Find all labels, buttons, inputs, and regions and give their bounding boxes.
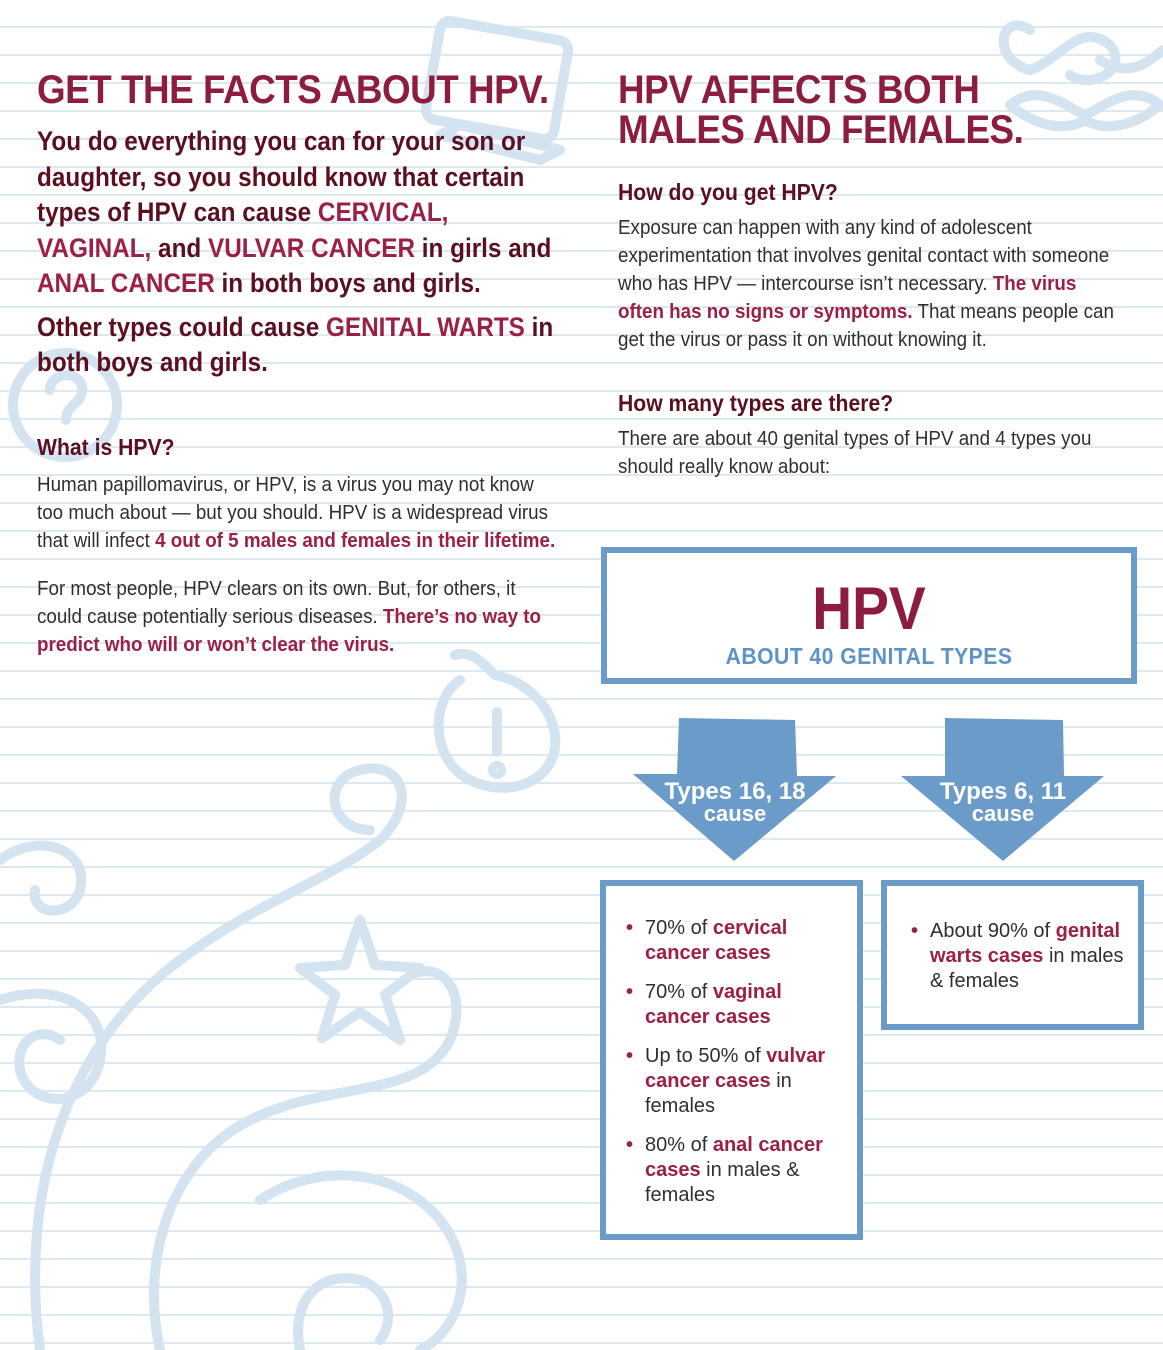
arrow-left-title: Types 16, 18 (664, 778, 806, 805)
lead-text: You do everything you can for your son or daughter, so you should know that certain types of HPV can cause (37, 126, 526, 227)
right-heading-line-2: MALES AND FEMALES. (618, 108, 1024, 152)
body-text: That means people can get the virus or pass it on without knowing it. (618, 301, 1114, 351)
body-text: For most people, HPV clears on its own. But, for others, it could cause potentially serious diseases. (37, 577, 516, 628)
hpv-types-box (601, 547, 1137, 684)
item-highlight: genital warts cases (930, 920, 1121, 967)
lead-highlight: GENITAL WARTS (325, 311, 525, 342)
list-item (626, 916, 843, 966)
arrow-right-title: Types 6, 11 (939, 778, 1067, 805)
list-item (626, 1044, 843, 1119)
bullet-icon: • (626, 981, 634, 1003)
types-16-18-list (626, 916, 843, 1208)
item-text: Up to 50% of (645, 1045, 767, 1067)
list-item (626, 980, 843, 1030)
lead-paragraph-2 (37, 310, 568, 381)
lead-highlight: VULVAR CANCER (208, 232, 416, 263)
left-heading: GET THE FACTS ABOUT HPV. (37, 68, 549, 112)
arrow-right-sub: cause (971, 801, 1035, 826)
arrow-left-sub: cause (703, 801, 767, 826)
body-highlight: There’s no way to predict who will or won’t clear the virus. (37, 605, 542, 656)
lead-text: in both boys and girls. (37, 311, 554, 377)
lead-paragraph-1 (37, 124, 568, 302)
how-get-hpv-heading: How do you get HPV? (618, 179, 838, 205)
hpv-box-subtitle: ABOUT 40 GENITAL TYPES (725, 643, 1013, 669)
lead-highlight: ANAL CANCER (37, 268, 215, 298)
types-16-18-box (600, 880, 863, 1240)
how-many-types-body: There are about 40 genital types of HPV and 4 types you should really know about: (618, 428, 1092, 478)
right-column (618, 70, 1138, 481)
arrow-right-label (903, 778, 1103, 826)
bullet-icon: • (626, 1134, 634, 1156)
lead-text: Other types could cause (37, 311, 326, 342)
most-people-body (37, 575, 559, 659)
body-text: Exposure can happen with any kind of adolescent experimentation that involves genital contact with someone who has HPV — intercourse isn’t necessary. (618, 217, 1110, 295)
lead-text: in both boys and girls. (214, 268, 481, 298)
list-item (911, 919, 1124, 994)
item-text: 70% of (645, 981, 713, 1003)
types-6-11-box (881, 880, 1144, 1030)
lead-highlight: CERVICAL, VAGINAL, (37, 197, 449, 263)
lead-text: and (151, 232, 209, 263)
right-heading-line-1: HPV AFFECTS BOTH (618, 68, 980, 112)
item-text: in males & females (645, 1159, 800, 1206)
bullet-icon: • (626, 1045, 634, 1067)
item-text: About 90% of (930, 920, 1056, 942)
how-many-types-heading: How many types are there? (618, 390, 894, 416)
star-doodle-icon (300, 920, 420, 1040)
item-highlight: cervical cancer cases (645, 917, 788, 964)
lead-text: in girls and (415, 232, 552, 263)
arrow-left-label (635, 778, 835, 826)
item-highlight: vaginal cancer cases (645, 981, 782, 1028)
body-text: Human papillomavirus, or HPV, is a virus you may not know too much about — but you should. HPV is a widespread virus that will infect (37, 473, 549, 552)
item-text: 70% of (645, 917, 713, 939)
how-get-hpv-body (618, 214, 1126, 354)
types-6-11-list (911, 919, 1124, 994)
item-text: in males & females (930, 945, 1124, 992)
what-is-hpv-body (37, 471, 559, 555)
what-is-hpv-heading: What is HPV? (37, 433, 175, 460)
item-text: in females (645, 1070, 792, 1117)
item-highlight: vulvar cancer cases (645, 1045, 826, 1092)
item-text: 80% of (645, 1134, 713, 1156)
left-column (37, 70, 557, 659)
list-item (626, 1133, 843, 1208)
bullet-icon: • (911, 920, 919, 942)
hpv-box-title: HPV (812, 575, 926, 642)
swirl-doodle-icon (0, 768, 462, 1350)
bullet-icon: • (626, 917, 634, 939)
body-highlight: The virus often has no signs or symptoms. (618, 273, 1077, 323)
item-highlight: anal cancer cases (645, 1134, 823, 1181)
body-highlight: 4 out of 5 males and females in their lifetime. (155, 529, 556, 552)
exclamation-bubble-doodle-icon (439, 654, 556, 788)
